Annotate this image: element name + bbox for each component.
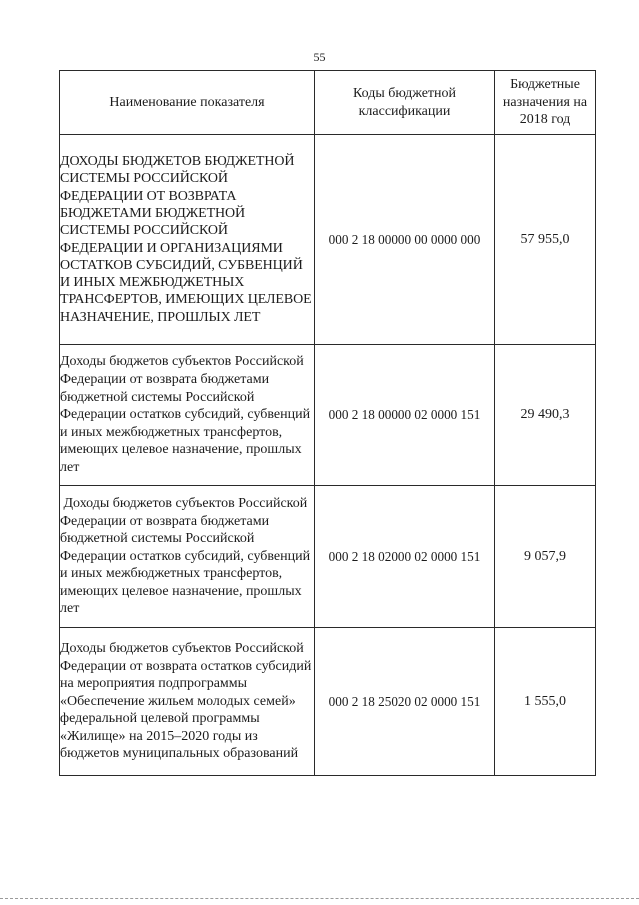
row-code: 000 2 18 02000 02 0000 151 (315, 486, 495, 628)
row-name: Доходы бюджетов субъектов Российской Федерации от возврата остатков субсидий на мероприятия подпрограммы «Обеспечение жильем молодых семей» федеральной целевой программы «Жилище» на 2015–2020 годы из бюджетов муниципальных образований (60, 628, 315, 776)
row-code: 000 2 18 00000 02 0000 151 (315, 345, 495, 486)
page-bottom-edge (0, 898, 639, 899)
budget-table (59, 70, 596, 776)
row-amount: 29 490,3 (495, 345, 596, 486)
row-name: ДОХОДЫ БЮДЖЕТОВ БЮДЖЕТНОЙ СИСТЕМЫ РОССИЙСКОЙ ФЕДЕРАЦИИ ОТ ВОЗВРАТА БЮДЖЕТАМИ БЮДЖЕТНОЙ СИСТЕМЫ РОССИЙСКОЙ ФЕДЕРАЦИИ И ОРГАНИЗАЦИЯМИ ОСТАТКОВ СУБСИДИЙ, СУБВЕНЦИЙ И ИНЫХ МЕЖБЮДЖЕТНЫХ ТРАНСФЕРТОВ, ИМЕЮЩИХ ЦЕЛЕВОЕ НАЗНАЧЕНИЕ, ПРОШЛЫХ ЛЕТ (60, 135, 315, 345)
table-row (60, 345, 596, 486)
header-amount: Бюджетные назначения на 2018 год (495, 71, 596, 135)
table-row (60, 486, 596, 628)
row-amount: 57 955,0 (495, 135, 596, 345)
table-header-row (60, 71, 596, 135)
row-amount: 1 555,0 (495, 628, 596, 776)
header-code: Коды бюджетной классификации (315, 71, 495, 135)
page-number: 55 (313, 50, 326, 64)
row-name: Доходы бюджетов субъектов Российской Федерации от возврата бюджетами бюджетной системы Российской Федерации остатков субсидий, субвенций и иных межбюджетных трансфертов, имеющих целевое назначение, прошлых лет (60, 345, 315, 486)
row-code: 000 2 18 25020 02 0000 151 (315, 628, 495, 776)
row-amount: 9 057,9 (495, 486, 596, 628)
header-name: Наименование показателя (60, 71, 315, 135)
row-name: Доходы бюджетов субъектов Российской Федерации от возврата бюджетами бюджетной системы Российской Федерации остатков субсидий, субвенций и иных межбюджетных трансфертов, имеющих целевое назначение, прошлых лет (60, 486, 315, 628)
row-code: 000 2 18 00000 00 0000 000 (315, 135, 495, 345)
table-row (60, 135, 596, 345)
table-row (60, 628, 596, 776)
